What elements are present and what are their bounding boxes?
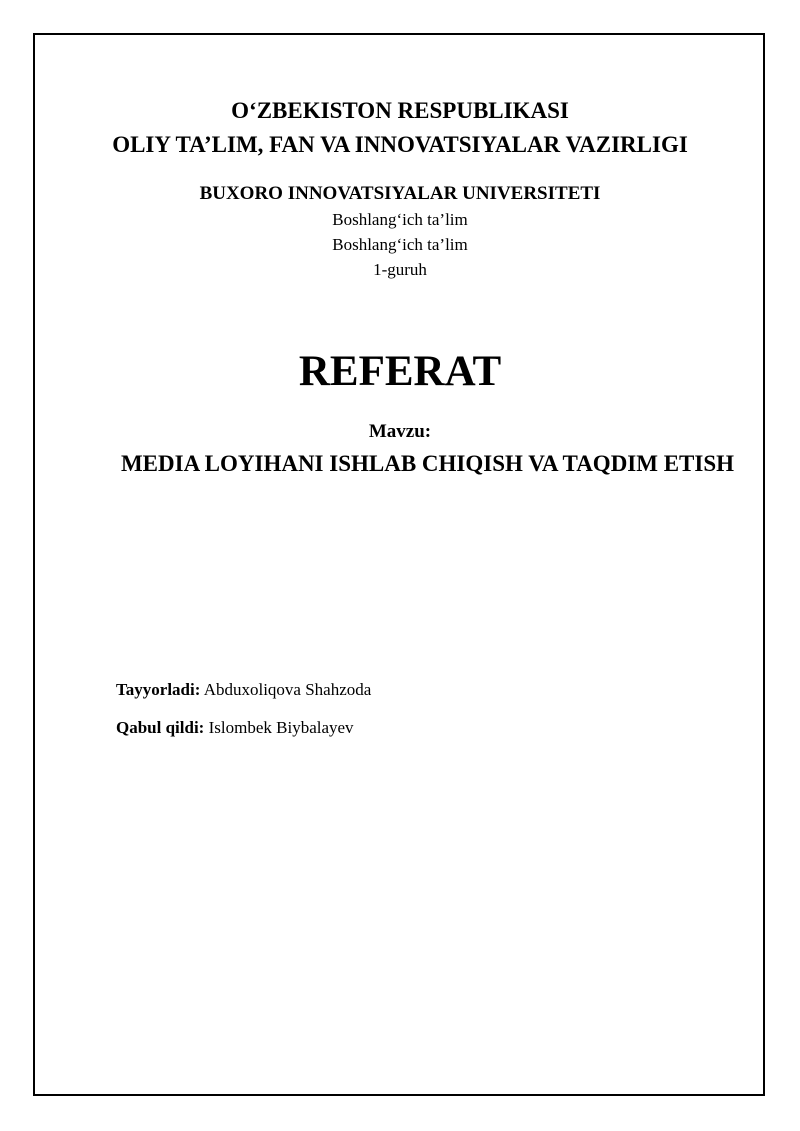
republic-heading: O‘ZBEKISTON RESPUBLIKASI [231,98,569,123]
prepared-by-line [116,679,371,701]
department-line: Boshlang‘ich ta’lim [332,235,468,254]
accepted-by-label: Qabul qildi: [116,718,205,737]
document-type-title: REFERAT [298,348,502,395]
accepted-by-line [116,717,354,739]
university-heading: BUXORO INNOVATSIYALAR UNIVERSITETI [199,183,601,204]
group-line: 1-guruh [373,260,427,279]
topic-title: MEDIA LOYIHANI ISHLAB CHIQISH VA TAQDIM ETISH [120,451,735,476]
prepared-by-label: Tayyorladi: [116,680,201,699]
ministry-heading: OLIY TA’LIM, FAN VA INNOVATSIYALAR VAZIRLIGI [112,132,688,157]
accepted-by-name: Islombek Biybalayev [208,718,354,737]
prepared-by-name: Abduxoliqova Shahzoda [203,680,372,699]
topic-label: Mavzu: [368,421,432,442]
faculty-line: Boshlang‘ich ta’lim [332,210,468,229]
